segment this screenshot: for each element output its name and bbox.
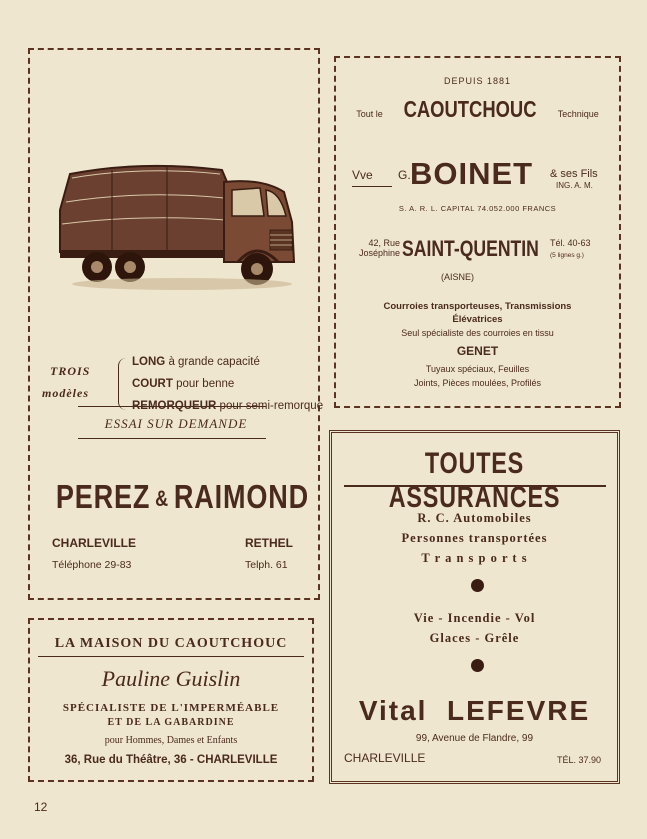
boinet-ad (334, 56, 621, 408)
address-street: 42, Rue Joséphine (358, 238, 400, 258)
models-block (42, 356, 324, 418)
boinet-tel: Tél. 40-63 (550, 238, 591, 248)
depuis-text: DEPUIS 1881 (443, 76, 512, 86)
assurances-title: TOUTES ASSURANCES (388, 447, 561, 514)
boinet-name: BOINET (410, 156, 534, 191)
truck-illustration (52, 112, 302, 297)
tuyaux-line-1: Tuyaux spéciaux, Feuilles (425, 364, 530, 374)
brace-decoration (118, 358, 127, 410)
trois-label: TROIS (50, 364, 91, 378)
transports: T r a n s p o r t s (421, 551, 528, 565)
caoutchouc-line: Tout le CAOUTCHOUC Technique (356, 96, 599, 122)
ing-label: ING. A. M. (556, 181, 593, 190)
city-rethel: RETHEL (245, 536, 293, 550)
vital-lefevre: Vital LEFEVRE (358, 695, 591, 726)
rc-automobiles: R. C. Automobiles (417, 511, 532, 525)
toutes-assurances-ad (329, 430, 620, 784)
lefevre-tel: TÉL. 37.90 (556, 755, 601, 765)
vve-rule (352, 186, 392, 187)
pour-hommes-line: pour Hommes, Dames et Enfants (104, 735, 238, 746)
sarl-capital: S. A. R. L. CAPITAL 74.052.000 FRANCS (398, 204, 557, 213)
bullet-dot (471, 579, 484, 592)
model-remorqueur: REMORQUEUR pour semi-remorque (132, 400, 324, 412)
maison-title: LA MAISON DU CAOUTCHOUC (54, 636, 288, 651)
model-long: LONG à grande capacité (132, 356, 260, 368)
perez-raimond-ad (28, 48, 324, 600)
maison-address: 36, Rue du Théâtre, 36 - CHARLEVILLE (64, 754, 278, 766)
perez-raimond-title: PEREZ & RAIMOND (55, 478, 309, 515)
vve-label: Vve (352, 168, 373, 182)
saint-quentin: SAINT-QUENTIN (402, 236, 539, 261)
gabardine-line: ET DE LA GABARDINE (107, 717, 235, 728)
lefevre-city: CHARLEVILLE (344, 751, 426, 765)
courroies-line-2: Élévatrices (452, 314, 503, 325)
tel-rethel: Telph. 61 (245, 559, 288, 571)
assurances-title-rule (344, 485, 606, 487)
tuyaux-line-2: Joints, Pièces moulées, Profilés (413, 378, 542, 388)
genet-label: GENET (456, 344, 499, 358)
specialiste-line: SPÉCIALISTE DE L'IMPERMÉABLE (62, 702, 280, 714)
page-number: 12 (34, 800, 48, 814)
pauline-guislin-signature: Pauline Guislin (101, 666, 241, 691)
aisne-label: (AISNE) (440, 272, 474, 282)
essai-top-rule (78, 406, 266, 407)
courroies-line-1: Courroies transporteuses, Transmissions (383, 301, 572, 312)
personnes-transportees: Personnes transportées (401, 531, 548, 545)
lefevre-address: 99, Avenue de Flandre, 99 (415, 733, 534, 744)
vie-incendie-vol: Vie - Incendie - Vol (413, 611, 536, 625)
ses-fils-label: & ses Fils (550, 168, 598, 180)
essai-text: ESSAI SUR DEMANDE (104, 416, 248, 431)
tel-charleville: Téléphone 29-83 (52, 559, 132, 571)
maison-caoutchouc-ad (28, 618, 314, 782)
modeles-label: modèles (42, 386, 89, 400)
model-court: COURT pour benne (132, 378, 235, 390)
maison-title-rule (38, 656, 304, 657)
g-label: G. (398, 168, 411, 182)
glaces-grele: Glaces - Grêle (429, 631, 520, 645)
bullet-dot (471, 659, 484, 672)
lignes-label: (5 lignes g.) (550, 252, 584, 259)
seul-specialiste: Seul spécialiste des courroies en tissu (401, 328, 554, 338)
city-charleville: CHARLEVILLE (52, 536, 136, 550)
essai-bottom-rule (78, 438, 266, 439)
